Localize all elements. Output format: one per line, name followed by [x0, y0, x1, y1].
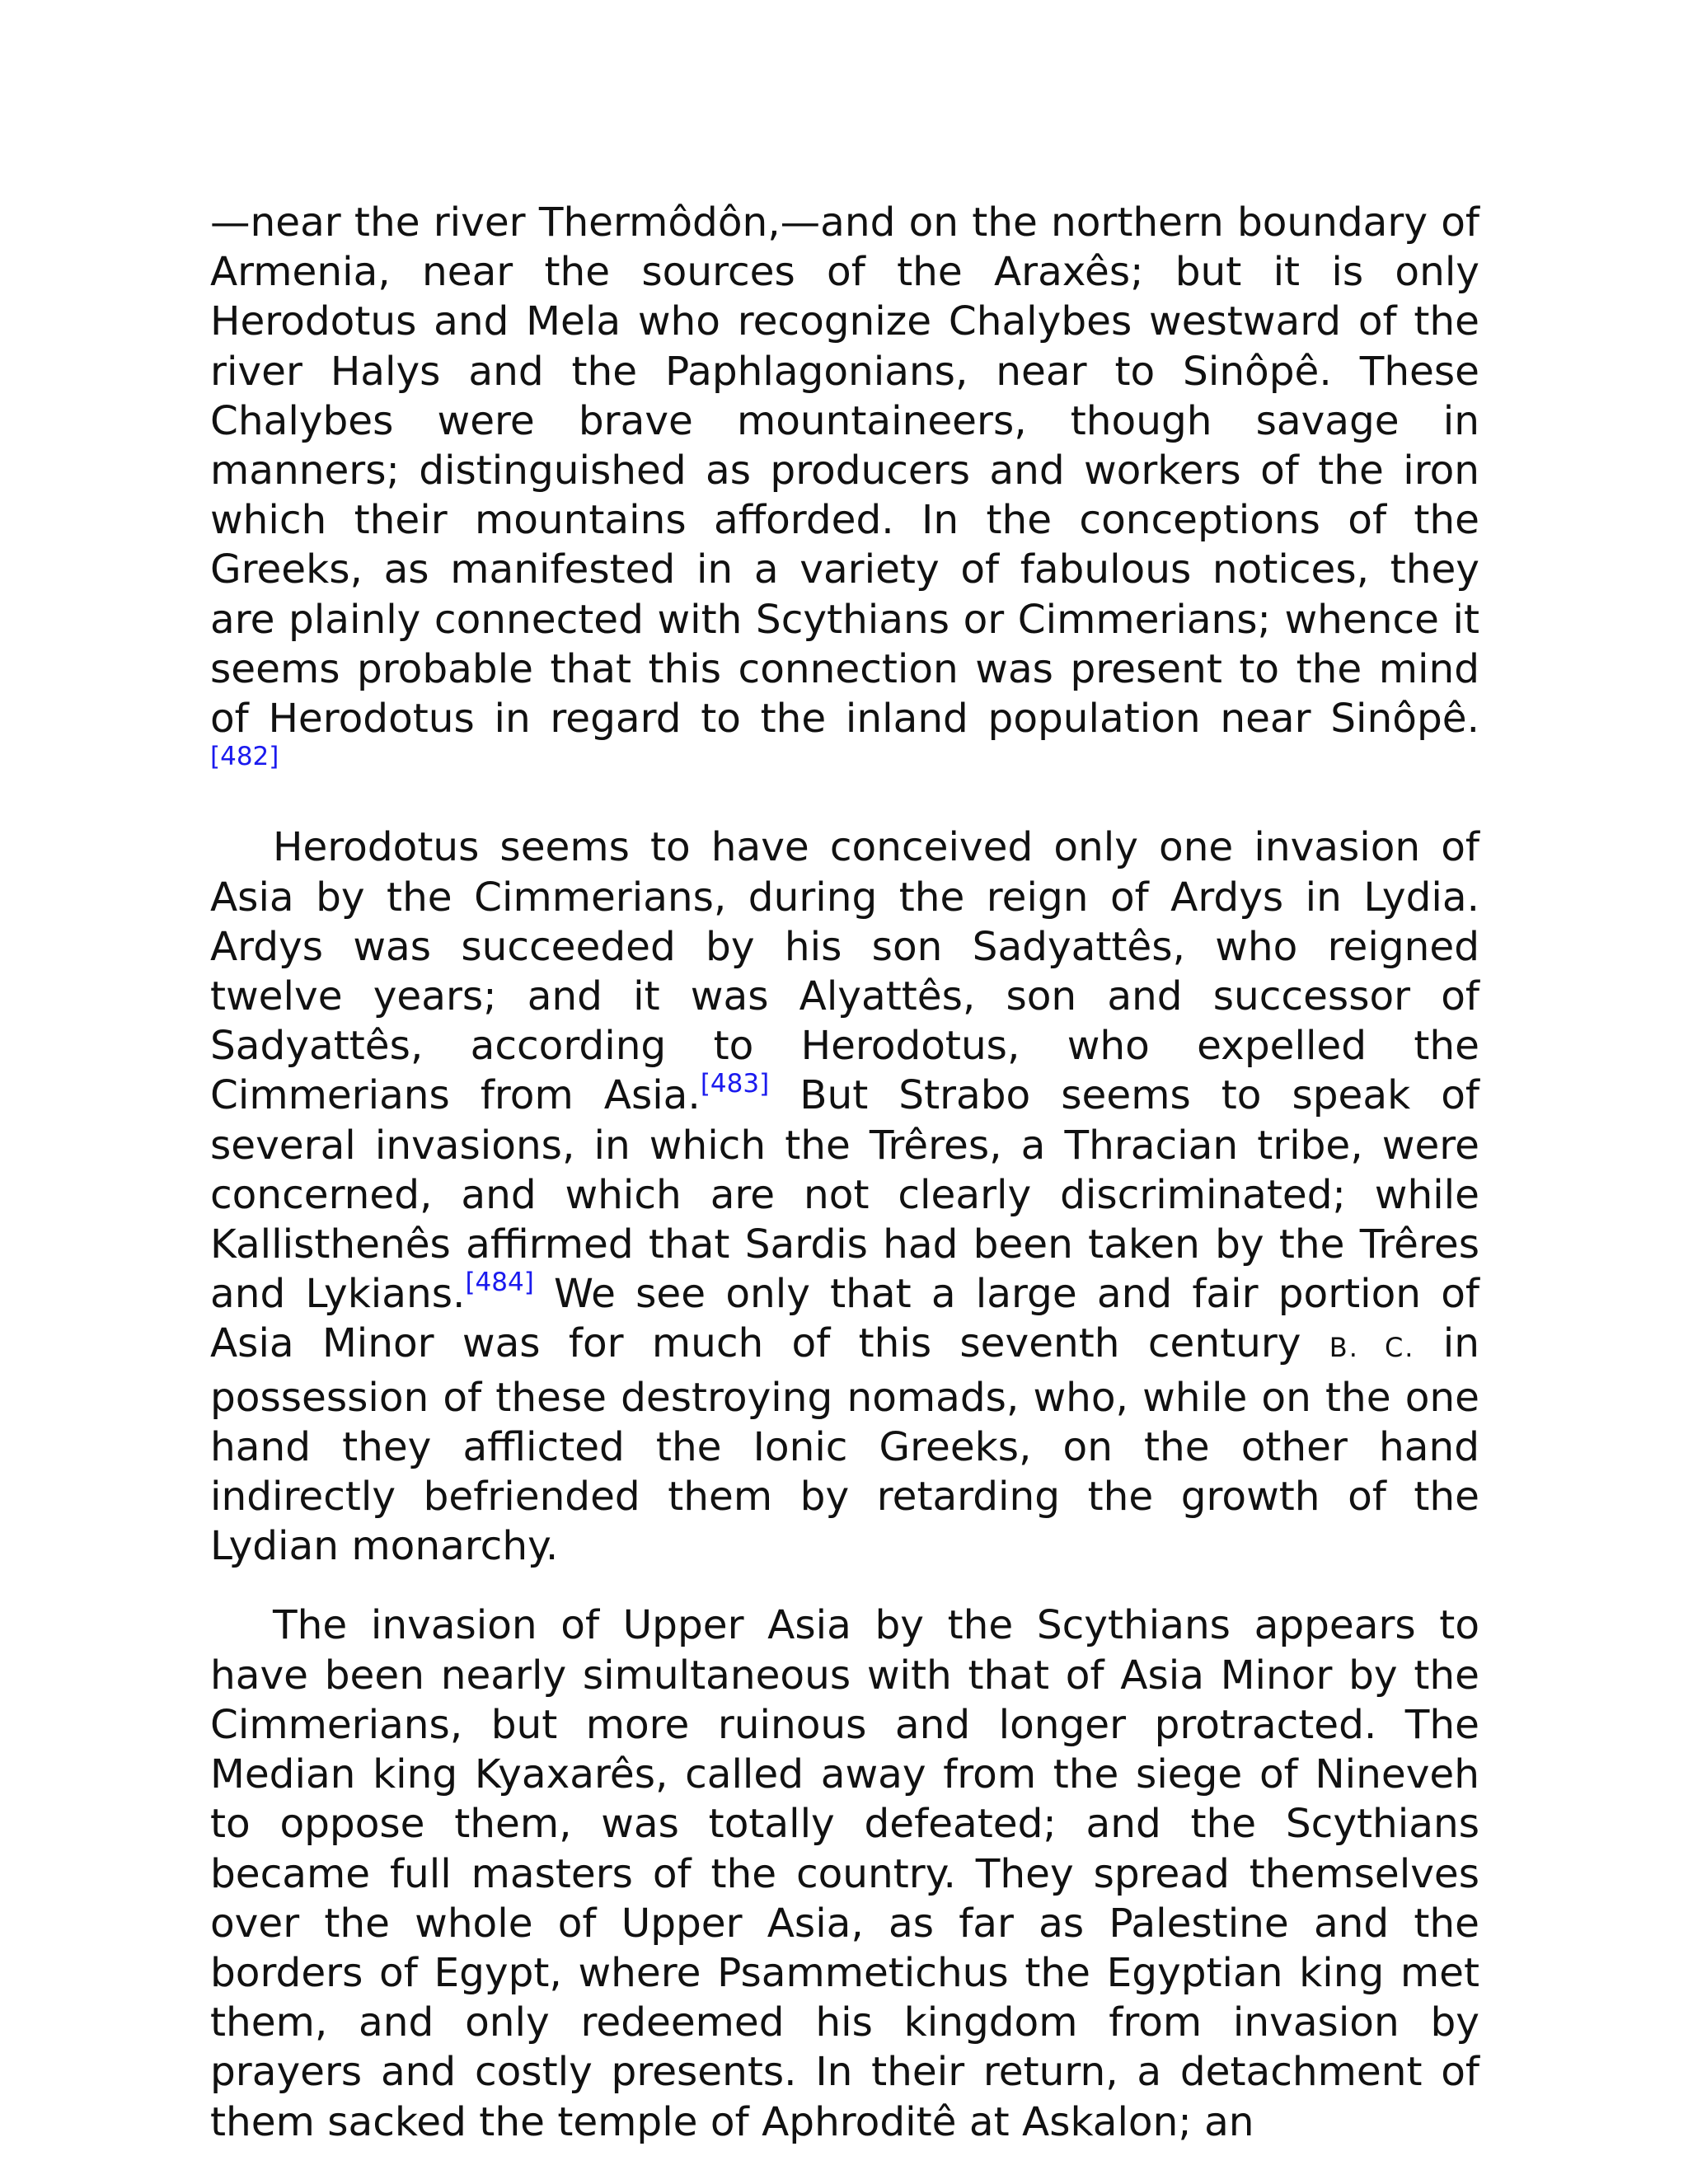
era-abbreviation: B. C.: [1329, 1332, 1415, 1364]
page-body: [210, 198, 1479, 2177]
paragraph-text: But Strabo seems to speak of several invasions, in which the Trêres, a Thracian tribe, were concerned, and which are not clearly discriminated; while Kallisthenês affirmed that Sardis had been taken by the Trêres and Lykians.: [210, 1072, 1479, 1318]
paragraph-text: We see only that a large and fair portion of Asia Minor was for much of this seventh century: [210, 1271, 1480, 1367]
paragraph-text: in possession of these destroying nomads, who, while on the one hand they afflicted the Ionic Greeks, on the other hand indirectly befriended them by retarding the growth of the Lydian monarchy.: [210, 1320, 1479, 1570]
paragraph-text: —near the river Thermôdôn,—and on the northern boundary of Armenia, near the sources of the Araxês; but it is only Herodotus and Mela who recognize Chalybes westward of the river Halys and the Paphlagonians, near to Sinôpê. These Chalybes were brave mountaineers, though savage in manners; distinguished as producers and workers of the iron which their mountains afforded. In the conceptions of the Greeks, as manifested in a variety of fabulous notices, they are plainly connected with Scythians or Cimmerians; whence it seems probable that this connection was present to the mind of Herodotus in regard to the inland population near Sinôpê.: [210, 199, 1479, 743]
footnote-link-482[interactable]: [482]: [210, 742, 279, 772]
footnote-link-483[interactable]: [483]: [700, 1069, 770, 1099]
paragraph-2: [210, 823, 1479, 1571]
paragraph-3: [210, 1601, 1479, 2146]
paragraph-1: [210, 198, 1479, 793]
footnote-link-484[interactable]: [484]: [465, 1268, 534, 1298]
paragraph-text: The invasion of Upper Asia by the Scythians appears to have been nearly simultaneous with that of Asia Minor by the Cimmerians, but more ruinous and longer protracted. The Median king Kyaxarês, called away from the siege of Nineveh to oppose them, was totally defeated; and the Scythians became full masters of the country. They spread themselves over the whole of Upper Asia, as far as Palestine and the borders of Egypt, where Psammetichus the Egyptian king met them, and only redeemed his kingdom from invasion by prayers and costly presents. In their return, a detachment of them sacked the temple of Aphroditê at Askalon; an: [210, 1602, 1479, 2145]
paragraph-text: Herodotus seems to have conceived only one invasion of Asia by the Cimmerians, during the reign of Ardys in Lydia. Ardys was succeeded by his son Sadyattês, who reigned twelve years; and it was Alyattês, son and successor of Sadyattês, according to Herodotus, who expelled the Cimmerians from Asia.: [210, 824, 1479, 1119]
